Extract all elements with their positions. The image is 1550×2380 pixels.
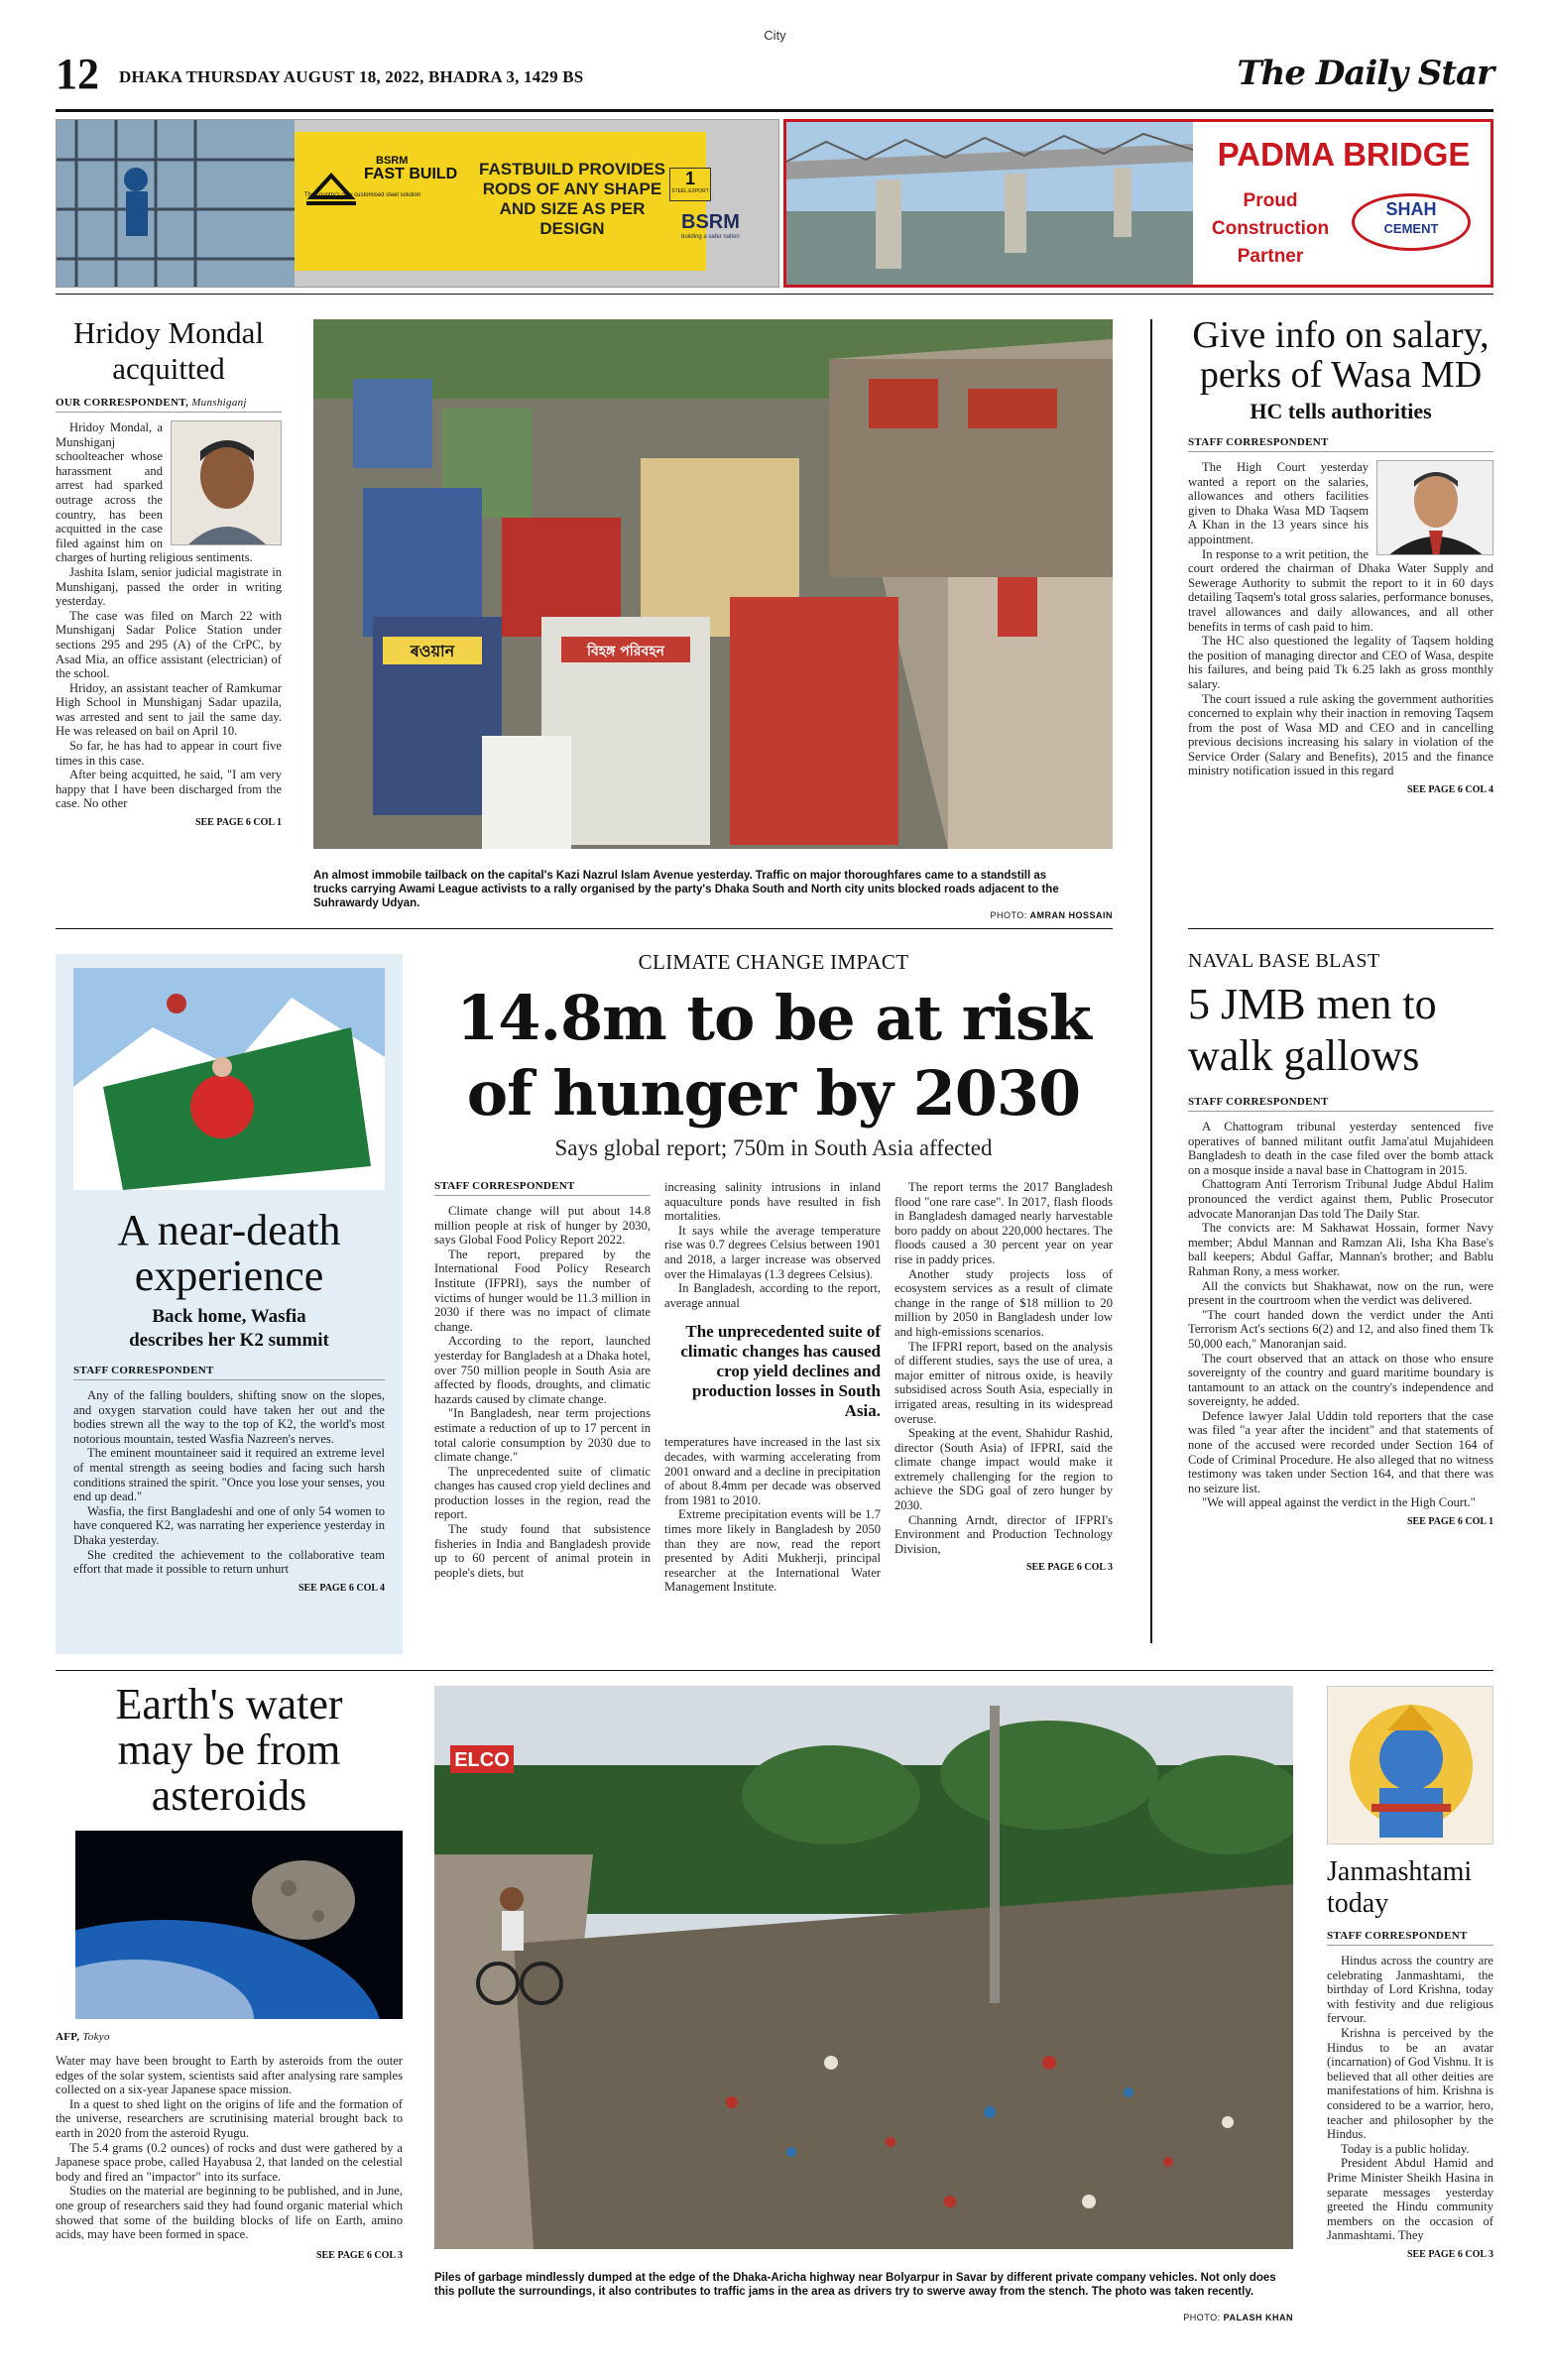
- janmashtami-p1: Hindus across the country are celebrating Janmashtami, the birthday of Lord Krishna, today with festivity and due religious fervour.: [1327, 1954, 1493, 2026]
- hridoy-p5: So far, he has had to appear in court five times in this case.: [56, 739, 282, 768]
- shah-headline: PADMA BRIDGE: [1217, 136, 1471, 173]
- wasfia-headline[interactable]: A near-death experience: [117, 1206, 341, 1300]
- garbage-caption: Piles of garbage mindlessly dumped at the edge of the Dhaka-Aricha highway near Bolyarpur in Savar by different private company vehicles. Not only does this pollute the surroundings, it also contributes to traffic jams in the area as drivers try to swerve away from the stench. The photo was taken recently.: [434, 2272, 1276, 2298]
- shah-logo-top: SHAH: [1385, 199, 1437, 219]
- naval-p6: The court observed that an attack on those who ensure sovereignty of the country and guard maritime boundary is tantamount to an attack on the country's independence and sovereignty, he added.: [1188, 1351, 1493, 1409]
- hunger-c1-p6: The study found that subsistence fisheries in India and Bangladesh provide up to 60 percent of animal protein in people's diets, but: [434, 1522, 651, 1580]
- hunger-c3-p2: Another study projects loss of ecosystem services as a result of climate change in the range of $18 million to 20 million by 2050 in Bangladesh under low and high-emissions scenarios.: [894, 1266, 1113, 1339]
- story-hunger: [434, 950, 1113, 1175]
- hridoy-headline[interactable]: Hridoy Mondal acquitted: [72, 315, 264, 386]
- janmashtami-body: [1327, 1954, 1493, 2243]
- hunger-subhead: Says global report; 750m in South Asia affected: [554, 1135, 993, 1160]
- hunger-c2-p5: Extreme precipitation events will be 1.7 times more likely in Bangladesh by 2050 than they are now, read the report presented by Aditi Mukherji, principal researcher at the International Water Management Institute.: [664, 1507, 881, 1595]
- hridoy-see-page[interactable]: SEE PAGE 6 COL 1: [194, 817, 282, 829]
- hunger-headline-line1: 14.8m to be at risk: [456, 982, 1091, 1054]
- steel-workers-photo: [57, 120, 295, 288]
- hridoy-p4: Hridoy, an assistant teacher of Ramkumar High School in Munshiganj Sadar upazila, was arrested and sent to jail the same day. He was released on bail on April 10.: [56, 680, 282, 739]
- hridoy-p6: After being acquitted, he said, "I am very happy that I have been discharged from the case. No other: [56, 768, 282, 811]
- garbage-credit-name: PALASH KHAN: [1223, 2313, 1293, 2322]
- hunger-c1-p1: Climate change will put about 14.8 million people at risk of hunger by 2030, says Global Food Policy Report 2022.: [434, 1204, 651, 1248]
- hunger-c2-p2: It says while the average temperature rise was 0.7 degrees Celsius between 1901 and 2018, a larger increase was observed over the Himalayas (1.3 degrees Celsius).: [664, 1223, 881, 1281]
- wasfia-p4: She credited the achievement to the collaborative team effort that made it possible to return unhurt: [73, 1547, 385, 1577]
- krishna-illustration: [1327, 1686, 1493, 1844]
- naval-kicker: NAVAL BASE BLAST: [1188, 950, 1380, 972]
- shah-partner: Partner: [1237, 246, 1304, 267]
- traffic-credit-name: AMRAN HOSSAIN: [1029, 910, 1113, 920]
- janmashtami-byline: STAFF CORRESPONDENT: [1327, 1930, 1493, 1946]
- hunger-col2: [664, 1180, 881, 1595]
- water-p4: Studies on the material are beginning to be published, and in June, one group of researchers said they had found organic material which showed that some of the building blocks of life on Earth, amino acids, may have been formed in space.: [56, 2184, 403, 2242]
- water-p3: The 5.4 grams (0.2 ounces) of rocks and dust were gathered by a Japanese space probe, called Hayabusa 2, that landed on the celestial body and fired an "impactor" into its surface.: [56, 2140, 403, 2184]
- naval-p4: All the convicts but Shakhawat, now on the run, were present in the courtroom when the verdict was delivered.: [1188, 1278, 1493, 1308]
- garbage-billboard-text: ELCO: [454, 1749, 510, 1771]
- bsrm-brand-line2: FAST BUILD: [364, 166, 458, 182]
- water-byline-place: Tokyo: [82, 2031, 110, 2043]
- hunger-c1-p3: According to the report, launched yesterday for Bangladesh at a Dhaka hotel, over 750 million people in South Asia are affected by floods, droughts, and climatic hazards caused by climate change.: [434, 1334, 651, 1406]
- shah-cement-logo: [1352, 193, 1471, 251]
- wasfia-subhead: Back home, Wasfia describes her K2 summit: [129, 1306, 329, 1351]
- hunger-col1: [434, 1180, 651, 1580]
- bsrm-tagline: The country's only customised steel solution: [304, 192, 421, 198]
- mid-rule-left: [56, 928, 1113, 929]
- hridoy-byline: [56, 397, 282, 413]
- water-p1: Water may have been brought to Earth by asteroids from the outer edges of the solar system, scientists said after analysing rare samples collected on a six-year Japanese space mission.: [56, 2054, 403, 2097]
- story-wasfia: [56, 954, 403, 1654]
- wasfia-body: [73, 1388, 385, 1577]
- story-naval: [1188, 950, 1493, 1527]
- hunger-col2-bottom: [664, 1435, 881, 1595]
- naval-headline[interactable]: 5 JMB men to walk gallows: [1188, 980, 1437, 1080]
- garbage-photo: [434, 1686, 1293, 2249]
- traffic-photo-svg: [313, 319, 1113, 849]
- bsrm-logo: [681, 211, 775, 240]
- hunger-c2-p4: temperatures have increased in the last six decades, with warming accelerating from 2001 onward and a decline in precipitation of about 8.4mm per decade was observed from 1981 to 2010.: [664, 1435, 881, 1507]
- mid-rule-right: [1188, 928, 1493, 929]
- naval-p3: The convicts are: M Sakhawat Hossain, former Navy member; Abdul Mannan and Ramzan Ali, Isha Kha Base's ball keepers; Abdul Gaffar, Mannan's brother; and Bablu Rahman Rony, a mess worker.: [1188, 1221, 1493, 1278]
- ads-bottom-rule: [56, 294, 1493, 295]
- hunger-c1-p2: The report, prepared by the International Food Policy Research Institute (IFPRI), says the number of victims of hunger would be 11.3 million in 2030 if there was no impact of climate change.: [434, 1247, 651, 1334]
- masthead-rule: [56, 109, 1493, 112]
- masthead: [56, 50, 1493, 107]
- janmashtami-p3: Today is a public holiday.: [1341, 2141, 1470, 2156]
- hunger-col3: [894, 1180, 1113, 1573]
- janmashtami-p2: Krishna is perceived by the Hindus to be an avatar (incarnation) of God Vishnu. It is believed that all other deities are manifestations of him. Krishna is considered to be a warrior, hero, teacher and philosopher by the Hindus.: [1327, 2025, 1493, 2142]
- traffic-credit: [912, 910, 1113, 920]
- shah-construction: Construction: [1211, 218, 1330, 239]
- garbage-credit: [1091, 2313, 1293, 2322]
- shah-partner-text: [1201, 187, 1340, 271]
- naval-p1: A Chattogram tribunal yesterday sentenced five operatives of banned militant outfit Jama'atul Mujahideen Bangladesh to death in the case filed over the bomb attack on a mosque inside a naval base in Chattogram in 2015.: [1188, 1120, 1493, 1177]
- hunger-see-page[interactable]: SEE PAGE 6 COL 3: [1025, 1562, 1113, 1574]
- hridoy-byline-place: Munshiganj: [191, 397, 247, 409]
- dateline: DHAKA THURSDAY AUGUST 18, 2022, BHADRA 3, 1429 BS: [119, 67, 584, 86]
- hunger-col2-top: [664, 1180, 881, 1310]
- hunger-c3-p5: Channing Arndt, director of IFPRI's Environment and Production Technology Division,: [894, 1512, 1113, 1556]
- hunger-c3-p4: Speaking at the event, Shahidur Rashid, director (South Asia) of IFPRI, said the climate change impact would make it extremely challenging for the region to achieve the SDG goal of zero hunger by 2030.: [894, 1426, 1113, 1513]
- wasfia-p1: Any of the falling boulders, shifting snow on the slopes, and oxygen starvation could have taken her out and the bodies strewn all the way to the top of K2, the world's most notorious mountain, tested Wasfia Nazreen's nerves.: [73, 1388, 385, 1446]
- story-wasa: [1188, 315, 1493, 795]
- hunger-kicker: CLIMATE CHANGE IMPACT: [638, 950, 909, 974]
- hunger-col1-body: [434, 1204, 651, 1580]
- hunger-c1-p5: The unprecedented suite of climatic changes has caused crop yield declines and production losses in the region, read the report.: [434, 1464, 651, 1522]
- hunger-c3-p1: The report terms the 2017 Bangladesh flood "one rare case". In 2017, flash floods in Bangladesh damaged nearly harvestable boro paddy on about 220,000 hectares. The floods caused a 30 percent year on year rise in paddy prices.: [894, 1180, 1113, 1266]
- naval-body: [1188, 1120, 1493, 1510]
- shah-cement-ad[interactable]: [783, 119, 1493, 288]
- naval-byline: STAFF CORRESPONDENT: [1188, 1096, 1493, 1112]
- hunger-headline[interactable]: [434, 981, 1113, 1131]
- traffic-credit-label: PHOTO:: [990, 910, 1027, 920]
- hridoy-portrait: [171, 420, 282, 545]
- water-p2: In a quest to shed light on the origins of life and the formation of the universe, researchers are scrutinising material brought back to earth in 2020 from the asteroid Ryugu.: [56, 2096, 403, 2140]
- hridoy-byline-name: OUR CORRESPONDENT,: [56, 397, 189, 409]
- wasa-p1: The High Court yesterday wanted a report on the salaries, allowances and others facilities given to Dhaka Wasa MD Taqsem A Khan in the 13 years since his appointment.: [1188, 460, 1369, 546]
- bsrm-badge-label: STEEL EXPORT: [671, 188, 709, 194]
- bus-sign-1: ৰওয়ান: [410, 642, 455, 660]
- lower-rule: [56, 1670, 1493, 1671]
- hridoy-p3: The case was filed on March 22 with Munshiganj Sadar Police Station under sections 295 and 295 (A) of the CrPC, by Asad Mia, an office assistant (electrician) of the school.: [56, 608, 282, 681]
- hunger-c1-p4: "In Bangladesh, near term projections estimate a reduction of up to 17 percent in total calorie consumption by 2030 due to climate change.": [434, 1406, 651, 1465]
- krishna-illustration-svg: [1328, 1687, 1493, 1844]
- naval-p5: "The court handed down the verdict under the Anti Terrorism Act's sections 6(2) and 12, and also fined them Tk 50,000 each," Manoranjan said.: [1188, 1307, 1493, 1351]
- story-janmashtami: [1327, 1686, 1493, 2260]
- wasfia-photo-svg: [73, 968, 385, 1190]
- asteroid-photo-svg: [75, 1831, 403, 2019]
- bsrm-badge: [669, 168, 711, 201]
- wasfia-see-page[interactable]: SEE PAGE 6 COL 4: [298, 1582, 385, 1594]
- naval-p7: Defence lawyer Jalal Uddin told reporters that the case was filed "a year after the incident" and that statements of none of the accused were recorded under Section 164 of Code of Criminal Procedure. He also alleged that no witness testimony was taken under Section 164, and that there was no seizure list.: [1188, 1408, 1493, 1495]
- wasa-portrait: [1376, 460, 1493, 555]
- water-headline[interactable]: Earth's water may be from asteroids: [115, 1680, 343, 1820]
- bsrm-logo-sub: building a safer nation: [681, 234, 740, 240]
- water-see-page[interactable]: SEE PAGE 6 COL 3: [315, 2249, 403, 2261]
- wasa-p2: In response to a writ petition, the court ordered the chairman of Dhaka Water Supply and Sewerage Authority to submit the report to it in 60 days detailing Taqsem's total gross salaries, performance bonuses, travel allowances and daily allowances, and all other benefits in terms of cash paid to him.: [1188, 546, 1493, 634]
- wasa-p4: The court issued a rule asking the government authorities concerned to explain why their inaction in removing Taqsem from the post of Wasa MD and CEO and in cancelling previous decisions increasing his salary in violation of the Service Order (Salary and Benefits), 2015 and the finance ministry notification issued in this regard: [1188, 691, 1493, 778]
- bsrm-brand-line1: BSRM: [376, 155, 409, 167]
- wasa-headline[interactable]: Give info on salary, perks of Wasa MD: [1192, 314, 1490, 396]
- hunger-c2-p1: increasing salinity intrusions in inland aquaculture ponds have resulted in fish mortalities.: [664, 1180, 881, 1224]
- traffic-caption: An almost immobile tailback on the capital's Kazi Nazrul Islam Avenue yesterday. Traffic on major thoroughfares came to a standstill as trucks carrying Awami League activists to a rally organised by the party's Dhaka South and North city units blocked roads adjacent to the Suhrawardy Udyan.: [313, 870, 1059, 909]
- wasfia-p2: The eminent mountaineer said it required an extreme level of mental strength as seeing bodies and facing such harsh conditions strained the spirit. "Once you lose your senses, you end up dead.": [73, 1446, 385, 1504]
- wasa-see-page[interactable]: SEE PAGE 6 COL 4: [1406, 784, 1493, 796]
- traffic-photo: [313, 319, 1113, 849]
- wasa-portrait-svg: [1377, 461, 1493, 555]
- hunger-pullquote: The unprecedented suite of climatic changes has caused crop yield declines and production losses in South Asia.: [680, 1322, 881, 1421]
- hunger-c3-p3: The IFPRI report, based on the analysis of different studies, says the use of urea, a major emitter of nitrous oxide, is heavily subsidised across South Asia, especially in irrigated areas, resulting in its widespread overuse.: [894, 1339, 1113, 1426]
- padma-bridge-photo: [786, 122, 1193, 285]
- shah-logo-bottom: CEMENT: [1383, 221, 1439, 236]
- hridoy-p1: Hridoy Mondal, a Munshiganj schoolteacher whose harassment and arrest had sparked outrage across the country, has been acquitted in the case filed against him on charges of hurting religious sentiments.: [56, 420, 253, 565]
- wasa-subhead: HC tells authorities: [1250, 399, 1432, 423]
- garbage-credit-label: PHOTO:: [1183, 2313, 1221, 2322]
- janmashtami-see-page[interactable]: SEE PAGE 6 COL 3: [1406, 2248, 1493, 2260]
- water-body: [56, 2054, 403, 2242]
- bsrm-logo-text: BSRM: [681, 211, 740, 233]
- bsrm-badge-number: 1: [684, 169, 695, 188]
- wasfia-photo: [73, 968, 385, 1190]
- janmashtami-p4: President Abdul Hamid and Prime Minister Sheikh Hasina in separate messages yesterday greeted the Hindu community members on the occasion of Janmashtami. They: [1327, 2156, 1493, 2243]
- story-water: [56, 1682, 403, 2261]
- hridoy-portrait-svg: [172, 421, 282, 545]
- hunger-headline-line2: of hunger by 2030: [466, 1057, 1081, 1130]
- water-byline-name: AFP,: [56, 2031, 80, 2043]
- hunger-c2-p3: In Bangladesh, according to the report, average annual: [664, 1281, 881, 1310]
- paper-name-logo: The Daily Star: [1237, 54, 1493, 93]
- right-column-divider: [1150, 319, 1152, 1643]
- naval-p8: "We will appeal against the verdict in the High Court.": [1202, 1495, 1476, 1510]
- story-hridoy: [56, 315, 282, 828]
- bsrm-ad[interactable]: [56, 119, 779, 288]
- water-byline: [56, 2031, 403, 2046]
- shah-proud: Proud: [1243, 190, 1298, 211]
- janmashtami-headline[interactable]: Janmashtami today: [1327, 1856, 1473, 1919]
- bsrm-headline: FASTBUILD PROVIDES RODS OF ANY SHAPE AND SIZE AS PER DESIGN: [479, 160, 665, 238]
- hunger-byline: STAFF CORRESPONDENT: [434, 1180, 651, 1196]
- wasa-p3: The HC also questioned the legality of Taqsem holding the position of managing director and CEO of Wasa, despite his failures, and being paid Tk 6.25 lakh as gross monthly salary.: [1188, 634, 1493, 691]
- wasfia-p3: Wasfia, the first Bangladeshi and one of only 54 women to have conquered K2, was narrating her experience yesterday in Dhaka yesterday.: [73, 1503, 385, 1547]
- naval-see-page[interactable]: SEE PAGE 6 COL 1: [1406, 1516, 1493, 1528]
- hridoy-p2: Jashita Islam, senior judicial magistrate in Munshiganj, passed the order in writing yesterday.: [56, 564, 282, 609]
- hunger-col3-body: [894, 1180, 1113, 1556]
- page-number: 12: [56, 50, 99, 98]
- wasa-byline: STAFF CORRESPONDENT: [1188, 436, 1493, 452]
- build-icon: [306, 168, 356, 207]
- asteroid-photo: [75, 1831, 403, 2019]
- bus-sign-2: বিহঙ্গ পরিবহন: [586, 644, 665, 659]
- naval-p2: Chattogram Anti Terrorism Tribunal Judge Abdul Halim pronounced the verdict against them, Public Prosecutor advocate Manoranjan Das told The Daily Star.: [1188, 1177, 1493, 1221]
- section-label: City: [764, 28, 786, 43]
- garbage-photo-svg: [434, 1686, 1293, 2249]
- wasfia-byline: STAFF CORRESPONDENT: [73, 1365, 385, 1380]
